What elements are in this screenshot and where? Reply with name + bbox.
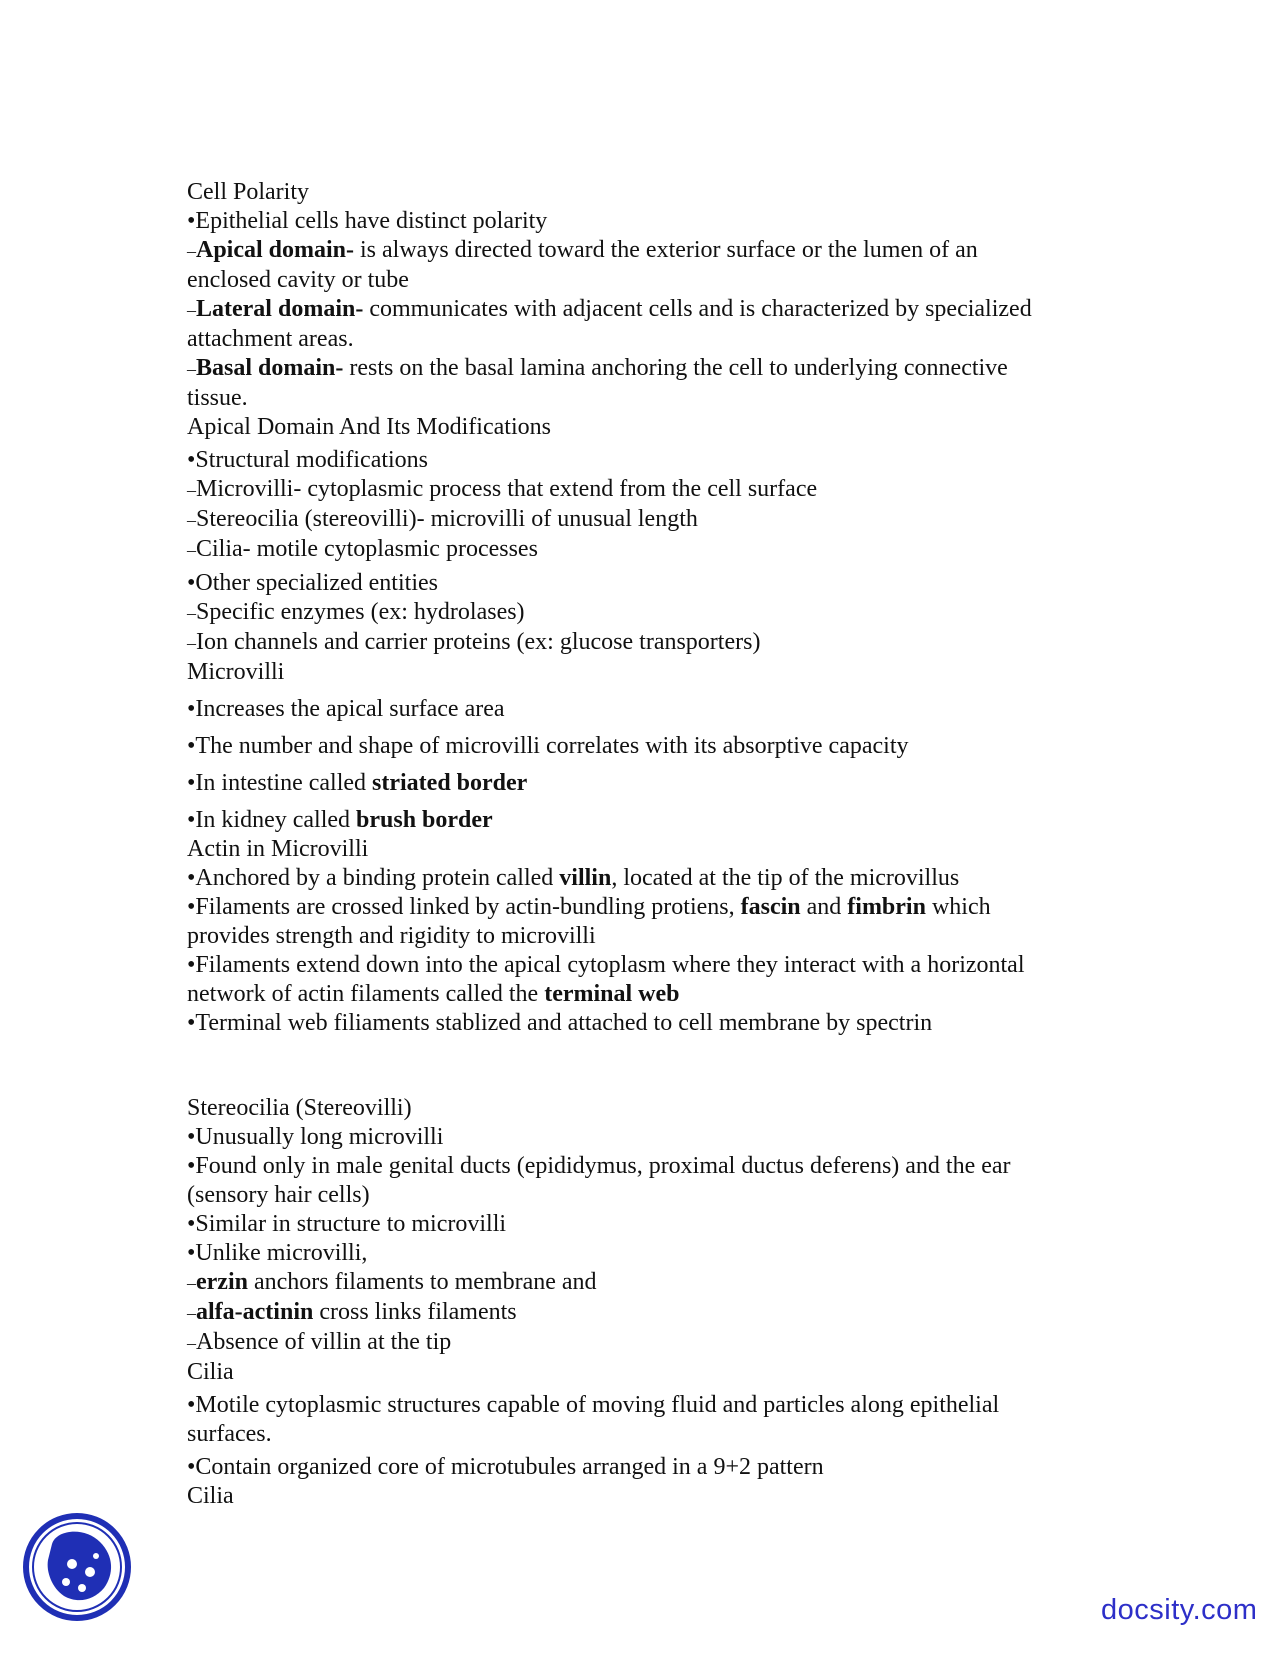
sub-item: –alfa-actinin cross links filaments — [187, 1299, 517, 1325]
sub-item: –Absence of villin at the tip — [187, 1329, 452, 1355]
sub-item: –Specific enzymes (ex: hydrolases) — [187, 599, 525, 625]
bullet-glyph: • — [187, 770, 196, 796]
bullet-glyph: • — [187, 570, 196, 596]
continuation-line: provides strength and rigidity to microvilli — [187, 923, 596, 949]
bullet-glyph: • — [187, 865, 196, 891]
heading-cell-polarity: Cell Polarity — [187, 179, 309, 205]
bullet-glyph: • — [187, 1124, 196, 1150]
bullet-item: •Filaments are crossed linked by actin-bundling protiens, fascin and fimbrin which — [187, 894, 991, 920]
bullet-glyph: • — [187, 894, 196, 920]
heading-apical-domain: Apical Domain And Its Modifications — [187, 414, 551, 440]
bullet-glyph: • — [187, 733, 196, 759]
bullet-item: •Terminal web filiaments stablized and attached to cell membrane by spectrin — [187, 1010, 933, 1036]
bullet-item: •In kidney called brush border — [187, 807, 493, 833]
heading-cilia-continued: Cilia — [187, 1483, 234, 1509]
bullet-item: •The number and shape of microvilli correlates with its absorptive capacity — [187, 733, 909, 759]
continuation-line: (sensory hair cells) — [187, 1182, 370, 1208]
dash-glyph: – — [187, 633, 196, 653]
dash-glyph: – — [187, 480, 196, 500]
sub-item-lateral: –Lateral domain- communicates with adjacent cells and is characterized by specialized — [187, 296, 1032, 322]
sub-item: –Cilia- motile cytoplasmic processes — [187, 536, 538, 562]
continuation-line: enclosed cavity or tube — [187, 267, 409, 293]
bullet-item: •Increases the apical surface area — [187, 696, 505, 722]
dash-glyph: – — [187, 1303, 196, 1323]
bullet-item: •Structural modifications — [187, 447, 429, 473]
bullet-item: •Other specialized entities — [187, 570, 438, 596]
bullet-item: •Anchored by a binding protein called villin, located at the tip of the microvillus — [187, 865, 960, 891]
bullet-glyph: • — [187, 807, 196, 833]
bullet-glyph: • — [187, 952, 196, 978]
continuation-line: network of actin filaments called the terminal web — [187, 981, 680, 1007]
bullet-glyph: • — [187, 447, 196, 473]
bullet-item: •Filaments extend down into the apical cytoplasm where they interact with a horizontal — [187, 952, 1025, 978]
sub-item: –Stereocilia (stereovilli)- microvilli of unusual length — [187, 506, 698, 532]
dash-glyph: – — [187, 1273, 196, 1293]
dash-glyph: – — [187, 510, 196, 530]
document-body — [187, 178, 1087, 1511]
bullet-glyph: • — [187, 1240, 196, 1266]
dash-glyph: – — [187, 359, 196, 379]
docsity-logo-svg — [22, 1512, 132, 1622]
dash-glyph: – — [187, 241, 196, 261]
sub-item: –erzin anchors filaments to membrane and — [187, 1269, 597, 1295]
heading-stereocilia: Stereocilia (Stereovilli) — [187, 1095, 412, 1121]
heading-microvilli: Microvilli — [187, 659, 285, 685]
bullet-item: •In intestine called striated border — [187, 770, 528, 796]
docsity-logo-icon[interactable] — [22, 1512, 132, 1622]
bullet-item: •Contain organized core of microtubules arranged in a 9+2 pattern — [187, 1454, 824, 1480]
bullet-glyph: • — [187, 1153, 196, 1179]
bullet-glyph: • — [187, 696, 196, 722]
bullet-item: •Unlike microvilli, — [187, 1240, 368, 1266]
bullet-item: •Motile cytoplasmic structures capable of moving fluid and particles along epithelial — [187, 1392, 1000, 1418]
bullet-glyph: • — [187, 208, 196, 234]
dash-glyph: – — [187, 300, 196, 320]
bullet-item: •Unusually long microvilli — [187, 1124, 444, 1150]
continuation-line: surfaces. — [187, 1421, 272, 1447]
bullet-item: •Found only in male genital ducts (epididymus, proximal ductus deferens) and the ear — [187, 1153, 1011, 1179]
bullet-glyph: • — [187, 1454, 196, 1480]
bullet-glyph: • — [187, 1010, 196, 1036]
docsity-brand-link[interactable]: docsity.com — [1101, 1594, 1258, 1626]
dash-glyph: – — [187, 1333, 196, 1353]
sub-item-apical: –Apical domain- is always directed toward the exterior surface or the lumen of an — [187, 237, 978, 263]
sub-item: –Ion channels and carrier proteins (ex: glucose transporters) — [187, 629, 761, 655]
bullet-item: •Similar in structure to microvilli — [187, 1211, 507, 1237]
heading-actin: Actin in Microvilli — [187, 836, 369, 862]
dash-glyph: – — [187, 603, 196, 623]
sub-item: –Microvilli- cytoplasmic process that extend from the cell surface — [187, 476, 818, 502]
dash-glyph: – — [187, 540, 196, 560]
bullet-glyph: • — [187, 1211, 196, 1237]
sub-item-basal: –Basal domain- rests on the basal lamina anchoring the cell to underlying connective — [187, 355, 1008, 381]
bullet-item: •Epithelial cells have distinct polarity — [187, 208, 548, 234]
heading-cilia: Cilia — [187, 1359, 234, 1385]
bullet-glyph: • — [187, 1392, 196, 1418]
continuation-line: tissue. — [187, 385, 248, 411]
continuation-line: attachment areas. — [187, 326, 354, 352]
